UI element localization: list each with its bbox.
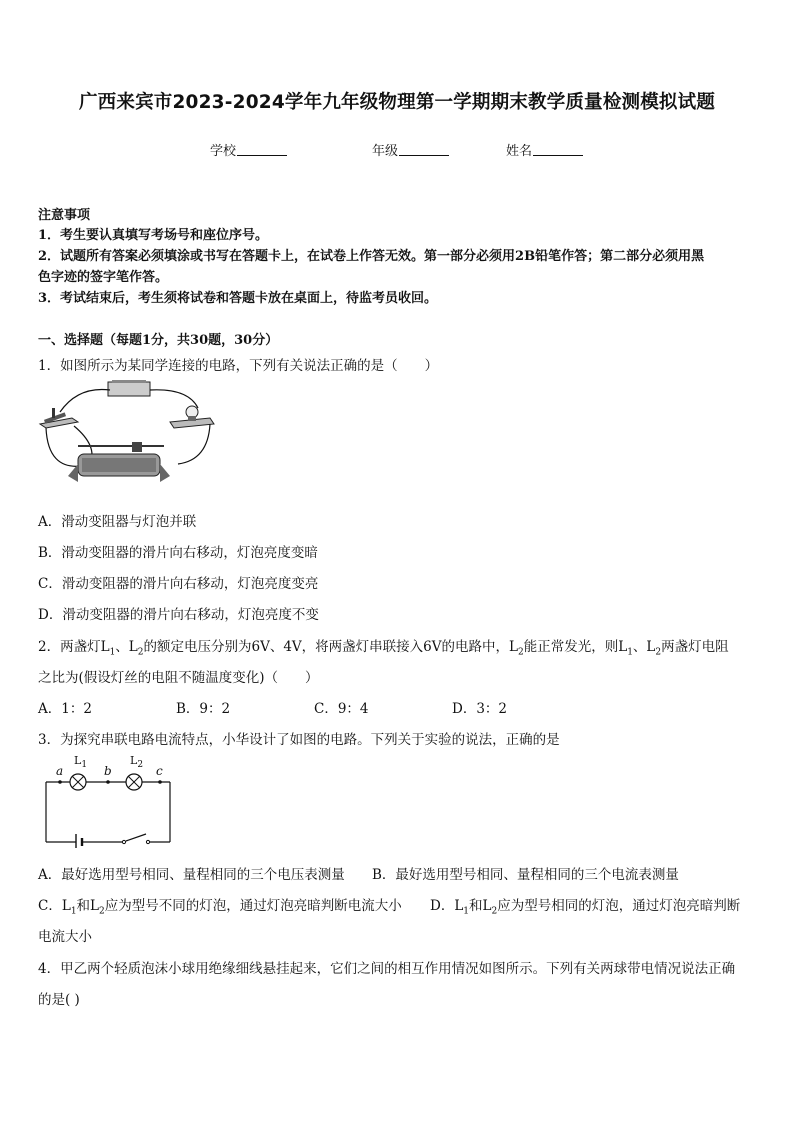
q2-text: 两盏灯电阻 — [661, 639, 729, 655]
opt-text: 应为型号不同的灯泡，通过灯泡亮暗判断电流大小 — [104, 898, 402, 914]
question-2-option-c[interactable]: C．9：4 — [314, 701, 369, 717]
opt-lamp: L — [454, 898, 464, 914]
opt-sub: 2 — [491, 906, 498, 917]
q2-sub: 2 — [517, 647, 524, 658]
node-label-c: c — [156, 764, 163, 778]
notice-item: 色字迹的签字笔作答。 — [38, 270, 169, 285]
circuit-photo-figure — [38, 380, 220, 492]
name-label: 姓名 — [506, 144, 533, 159]
q2-sep: 、 — [115, 639, 129, 655]
q2-lamp: L — [509, 639, 518, 655]
question-3-option-d-line2[interactable]: 电流大小 — [38, 929, 92, 945]
question-3-option-a[interactable]: A．最好选用型号相同、量程相同的三个电压表测量 — [38, 867, 345, 883]
name-field[interactable] — [506, 140, 583, 159]
lamp-label-l1 — [74, 754, 87, 770]
opt-text: 和 — [76, 898, 91, 914]
question-2-option-d[interactable]: D．3：2 — [452, 701, 508, 717]
q2-lamp: L — [618, 639, 628, 655]
l1-letter: L — [74, 754, 82, 767]
opt-lamp: L — [482, 898, 492, 914]
opt-sub: 1 — [70, 906, 77, 917]
section-heading: 一、选择题（每题1分，共30题，30分） — [38, 333, 279, 348]
question-2-stem-line1 — [38, 635, 729, 658]
school-field[interactable] — [210, 140, 287, 159]
q2-lamp: L — [100, 639, 110, 655]
question-2-option-a[interactable]: A．1：2 — [38, 701, 92, 717]
l1-sub: 1 — [81, 760, 88, 771]
l2-letter: L — [130, 754, 138, 767]
name-blank[interactable] — [533, 143, 583, 156]
opt-lamp: L — [61, 898, 71, 914]
notice-item: 3．考试结束后，考生须将试卷和答题卡放在桌面上，待监考员收回。 — [38, 291, 438, 306]
q2-sub: 2 — [137, 647, 144, 658]
question-2-stem-line2: 之比为(假设灯丝的电阻不随温度变化)（ ） — [38, 670, 319, 686]
question-4-stem-line2: 的是( ) — [38, 992, 80, 1008]
q2-text: 能正常发光，则 — [523, 639, 619, 655]
school-blank[interactable] — [237, 143, 287, 156]
q2-sub: 1 — [627, 647, 633, 658]
q2-sub: 1 — [109, 647, 116, 658]
question-3-stem: 3．为探究串联电路电流特点，小华设计了如图的电路。下列关于实验的说法，正确的是 — [38, 732, 560, 748]
page-title: 广西来宾市2023-2024学年九年级物理第一学期期末教学质量检测模拟试题 — [78, 92, 716, 113]
opt-text: D． — [430, 898, 455, 914]
grade-label: 年级 — [372, 144, 399, 159]
q2-lamp: L — [128, 639, 138, 655]
opt-text: 应为型号相同的灯泡，通过灯泡亮暗判断 — [497, 898, 741, 914]
node-label-b: b — [104, 764, 112, 778]
lamp-label-l2 — [130, 754, 143, 770]
notice-item: 1．考生要认真填写考场号和座位序号。 — [38, 228, 269, 243]
opt-sub: 1 — [463, 906, 470, 917]
notice-item: 2．试题所有答案必须填涂或书写在答题卡上，在试卷上作答无效。第一部分必须用2B铅笔作答；第二部分必须用黑 — [38, 249, 705, 264]
school-label: 学校 — [210, 144, 237, 159]
question-1-stem: 1．如图所示为某同学连接的电路，下列有关说法正确的是（ ） — [38, 358, 439, 374]
grade-blank[interactable] — [399, 143, 449, 156]
question-1-option-a[interactable]: A．滑动变阻器与灯泡并联 — [38, 514, 197, 530]
opt-text: C． — [38, 898, 62, 914]
question-3-option-c[interactable] — [38, 894, 402, 917]
question-1-option-b[interactable]: B．滑动变阻器的滑片向右移动，灯泡亮度变暗 — [38, 545, 318, 561]
q2-text: 2．两盏灯 — [38, 639, 101, 655]
opt-lamp: L — [90, 898, 100, 914]
question-1-option-d[interactable]: D．滑动变阻器的滑片向右移动，灯泡亮度不变 — [38, 607, 319, 623]
question-2-option-b[interactable]: B．9：2 — [176, 701, 231, 717]
grade-field[interactable] — [372, 140, 449, 159]
opt-text: 和 — [469, 898, 483, 914]
question-4-stem-line1: 4．甲乙两个轻质泡沫小球用绝缘细线悬挂起来，它们之间的相互作用情况如图所示。下列有关两球带电情况说法正确 — [38, 961, 736, 977]
question-3-option-d[interactable] — [430, 894, 740, 917]
notice-heading: 注意事项 — [38, 208, 91, 223]
q2-sep: 、 — [632, 639, 647, 655]
q2-sub: 2 — [655, 647, 662, 658]
q2-text: 的额定电压分别为6V、4V，将两盏灯串联接入6V的电路中， — [143, 639, 510, 655]
question-3-option-b[interactable]: B．最好选用型号相同、量程相同的三个电流表测量 — [372, 867, 679, 883]
l2-sub: 2 — [137, 760, 144, 771]
node-label-a: a — [56, 764, 64, 778]
opt-sub: 2 — [99, 906, 105, 917]
question-1-option-c[interactable]: C．滑动变阻器的滑片向右移动，灯泡亮度变亮 — [38, 576, 319, 592]
q2-lamp: L — [646, 639, 656, 655]
